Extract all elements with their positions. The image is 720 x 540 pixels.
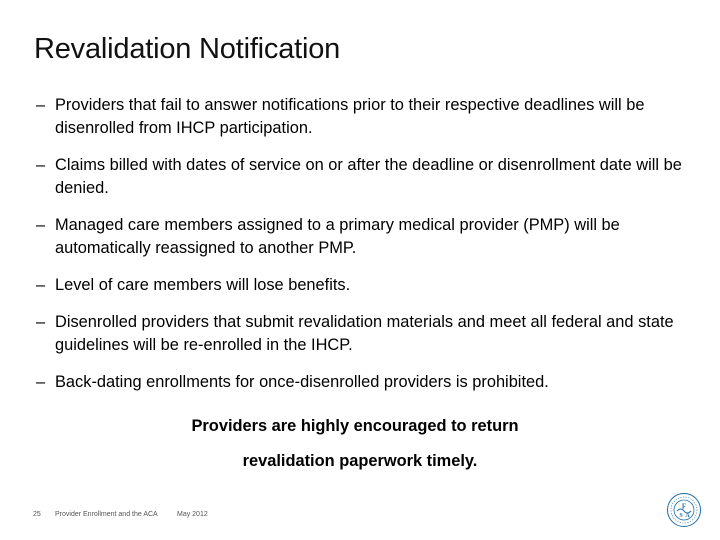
bullet-text: Level of care members will lose benefits. (55, 276, 351, 294)
bullet-text: Disenrolled providers that submit revalidation materials and meet all federal and state guidelines will be re-enrolled in the IHCP. (55, 313, 674, 354)
bullet-item (36, 371, 696, 394)
bullet-item (36, 94, 696, 140)
bullet-text: Claims billed with dates of service on or after the deadline or disenrollment date will be denied. (55, 156, 682, 197)
bullet-item (36, 274, 696, 297)
footer-presentation-title: Provider Enrollment and the ACA (55, 511, 158, 518)
emphasis-line-2: revalidation paperwork timely. (242, 452, 478, 470)
bullet-dash: – (36, 96, 46, 114)
footer-page-number: 25 (33, 511, 41, 518)
svg-text:S: S (679, 513, 683, 519)
bullet-dash: – (36, 373, 46, 391)
bullet-dash: – (36, 216, 46, 234)
bullet-item (36, 214, 696, 260)
bullet-dash: – (36, 156, 46, 174)
bullet-dash: – (36, 313, 46, 331)
bullet-list (36, 94, 696, 408)
svg-text:F: F (681, 502, 687, 511)
fssa-seal-icon (666, 492, 702, 528)
bullet-dash: – (36, 276, 46, 294)
bullet-text: Providers that fail to answer notifications prior to their respective deadlines will be disenrolled from IHCP participation. (55, 96, 645, 137)
bullet-item (36, 311, 696, 357)
bullet-text: Managed care members assigned to a primary medical provider (PMP) will be automatically reassigned to another PMP. (55, 216, 620, 257)
svg-text:A: A (685, 513, 690, 519)
slide-title: Revalidation Notification (34, 33, 341, 65)
emphasis-line-1: Providers are highly encouraged to return (191, 417, 519, 435)
footer-date: May 2012 (177, 511, 208, 518)
bullet-item (36, 154, 696, 200)
bullet-text: Back-dating enrollments for once-disenrolled providers is prohibited. (55, 373, 549, 391)
